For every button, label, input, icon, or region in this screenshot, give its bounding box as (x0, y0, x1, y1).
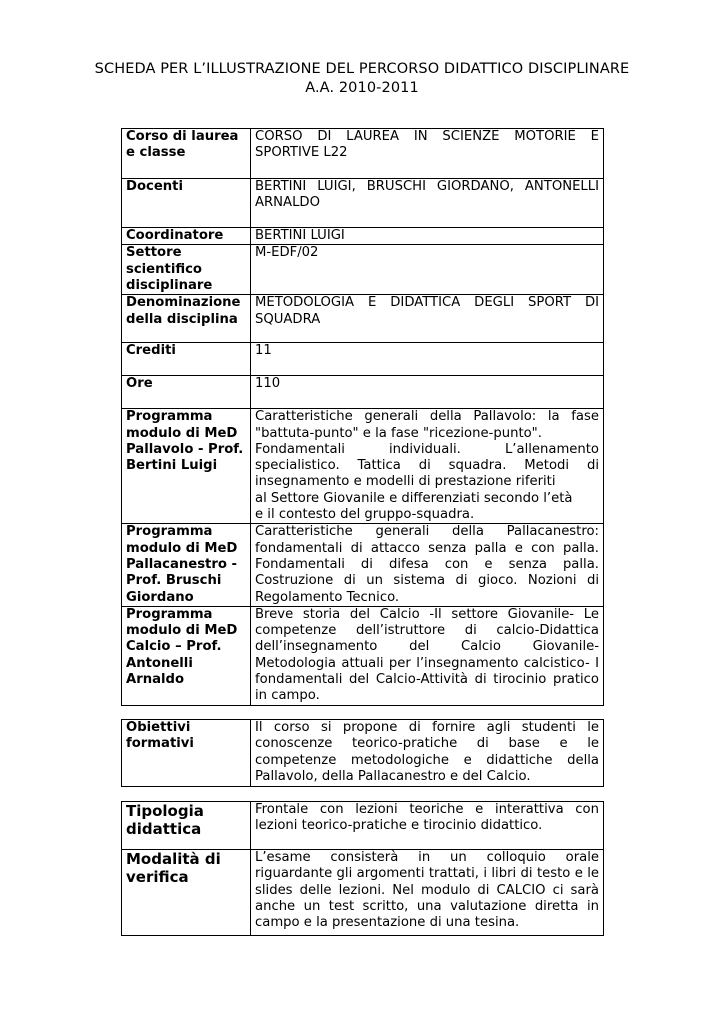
table-row (122, 524, 604, 606)
row-label: Docenti (122, 179, 251, 228)
row-value: Il corso si propone di fornire agli studenti le conoscenze teorico-pratiche di base e le competenze metodologiche e didattiche della Pallavolo, della Pallacanestro e del Calcio. (251, 720, 604, 787)
row-label: Coordinatore (122, 228, 251, 245)
row-label: Ore (122, 376, 251, 409)
row-value: L’esame consisterà in un colloquio orale riguardante gli argomenti trattati, i libri di testo e le slides delle lezioni. Nel modulo di CALCIO ci sarà anche un test scritto, una valutazione diretta in campo e la presentazione di una tesina. (251, 850, 604, 936)
objectives-table (121, 719, 604, 787)
row-label: Programma modulo di MeD Calcio – Prof. Antonelli Arnaldo (122, 606, 251, 705)
row-value: Caratteristiche generali della Pallacanestro: fondamentali di attacco senza palla e con palla. Fondamentali di difesa con e senza palla. Costruzione di un sistema di gioco. Nozioni di Regolamento Tecnico. (251, 524, 604, 606)
row-value: BERTINI LUIGI, BRUSCHI GIORDANO, ANTONELLI ARNALDO (251, 179, 604, 228)
row-value: BERTINI LUIGI (251, 228, 604, 245)
row-value: Frontale con lezioni teoriche e interattiva con lezioni teorico-pratiche e tirocinio didattico. (251, 802, 604, 850)
row-label: Denominazione della disciplina (122, 295, 251, 343)
row-label: Tipologia didattica (122, 802, 251, 850)
row-value: M-EDF/02 (251, 245, 604, 295)
teaching-table (121, 801, 604, 936)
title-line-2: A.A. 2010-2011 (305, 80, 419, 96)
table-row (122, 850, 604, 936)
table-row (122, 228, 604, 245)
row-value: Breve storia del Calcio -Il settore Giovanile- Le competenze dell’istruttore di calcio-Didattica dell’insegnamento del Calcio Giovanile- Metodologia attuali per l’insegnamento calcistico- I fondamentali del Calcio-Attività di tirocinio pratico in campo. (251, 606, 604, 705)
table-row (122, 179, 604, 228)
row-label: Programma modulo di MeD Pallavolo - Prof. Bertini Luigi (122, 409, 251, 524)
table-row (122, 129, 604, 179)
row-value: Caratteristiche generali della Pallavolo: la fase "battuta-punto" e la fase "ricezione-punto". Fondamentali individuali. L’allenamento specialistico. Tattica di squadra. Metodi di insegnamento e modelli di prestazione riferiti al Settore Giovanile e differenziati secondo l’età e il contesto del gruppo-squadra. (251, 409, 604, 524)
table-row (122, 295, 604, 343)
table-row (122, 720, 604, 787)
table-row (122, 606, 604, 705)
table-row (122, 343, 604, 376)
row-label: Modalità di verifica (122, 850, 251, 936)
row-label: Obiettivi formativi (122, 720, 251, 787)
table-row (122, 245, 604, 295)
row-label: Programma modulo di MeD Pallacanestro - Prof. Bruschi Giordano (122, 524, 251, 606)
course-info-table (121, 128, 604, 706)
row-label: Corso di laurea e classe (122, 129, 251, 179)
table-row (122, 802, 604, 850)
row-label: Settore scientifico disciplinare (122, 245, 251, 295)
row-value: 11 (251, 343, 604, 376)
row-value: METODOLOGIA E DIDATTICA DEGLI SPORT DI SQUADRA (251, 295, 604, 343)
row-label: Crediti (122, 343, 251, 376)
table-row (122, 376, 604, 409)
row-value: 110 (251, 376, 604, 409)
row-value: CORSO DI LAUREA IN SCIENZE MOTORIE E SPORTIVE L22 (251, 129, 604, 179)
document-title (0, 60, 724, 98)
table-row (122, 409, 604, 524)
title-line-1: SCHEDA PER L’ILLUSTRAZIONE DEL PERCORSO DIDATTICO DISCIPLINARE (94, 61, 630, 77)
